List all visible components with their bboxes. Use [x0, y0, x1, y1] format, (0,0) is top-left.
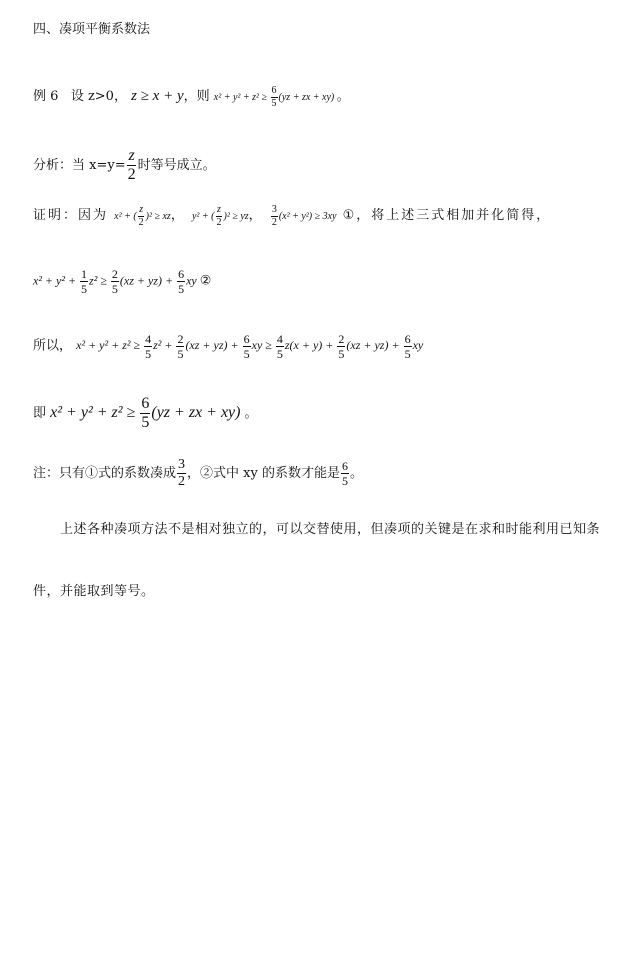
so-chain: x² + y² + z² ≥ $\frac{4}{5}$ z² + $\frac{2}{5}$ (xz + yz) + $\frac{6}{5}$ xy ≥ $\frac{4}{5}$ z(x + y) + $\frac{2}{5}$ (xz + yz) + $\frac{6}{5}$ xy [76, 332, 424, 361]
example-inequality [213, 85, 337, 109]
example-condition: z ≥ x + y [131, 87, 184, 104]
so-label: 所以， [33, 338, 73, 354]
note-label: 注：只有①式的系数凑成 [33, 466, 177, 481]
ineq-lhs: x² + y² + z² ≥ [213, 91, 268, 103]
section-title: 四、凑项平衡系数法 [33, 22, 151, 37]
analysis-fraction: $\frac{z}{2}$ [127, 147, 136, 183]
so-line [33, 333, 423, 360]
result-line: 即 x² + y² + z² ≥ $\frac{6}{5}$ (yz + zx + xy) 。 [33, 395, 258, 431]
paragraph-line-2: 件，并能取到等号。 [33, 584, 155, 599]
paragraph-line-1: 上述各种凑项方法不是相对独立的，可以交替使用，但凑项的关键是在求和时能利用已知条 [60, 522, 601, 537]
example-6 [33, 86, 350, 109]
ineq-fraction: $\frac{6}{5}$ [271, 85, 277, 109]
ineq-rhs: (yz + zx + xy) [278, 91, 335, 103]
example-then: ，则 [183, 88, 210, 104]
equation-2: x² + y² + $\frac{1}{5}$ z² ≥ $\frac{2}{5}$ (xz + yz) + $\frac{6}{5}$ xy ② [33, 267, 212, 296]
proof-line: 证明：因为 x² + ( $\frac{z}{2}$ )² ≥ xz， y² + ( $\frac{z}{2}$ )² ≥ yz， $\frac{3}{2}$ (x² + y²) ≥ 3xy ①，将上述三式相加并化简得， [33, 204, 552, 228]
example-setup: 设 z>0， [70, 88, 127, 104]
note-mid: ，②式中 xy 的系数才能是 [187, 466, 340, 481]
proof-term-1: x² + ( $\frac{z}{2}$ )² ≥ xz [114, 204, 171, 228]
analysis-line [33, 148, 216, 183]
proof-tail: ，将上述三式相加并化简得， [356, 207, 552, 223]
note-line: 注：只有①式的系数凑成 $\frac{3}{2}$ ，②式中 xy 的系数才能是 $\frac{6}{5}$ 。 [33, 457, 363, 489]
example-label: 例 6 [33, 88, 59, 104]
result-inequality: x² + y² + z² ≥ $\frac{6}{5}$ (yz + zx + xy) [50, 395, 241, 431]
example-end: 。 [336, 88, 350, 104]
analysis-label: 分析：当 x=y= [33, 158, 126, 173]
analysis-tail: 时等号成立。 [137, 158, 216, 173]
result-label: 即 [33, 406, 47, 422]
proof-term-3: $\frac{3}{2}$ (x² + y²) ≥ 3xy [271, 204, 337, 228]
circled-two: ② [199, 273, 212, 289]
proof-term-2: y² + ( $\frac{z}{2}$ )² ≥ yz [191, 204, 249, 228]
proof-label: 证明：因为 [33, 207, 109, 223]
circled-one: ① [342, 207, 357, 223]
